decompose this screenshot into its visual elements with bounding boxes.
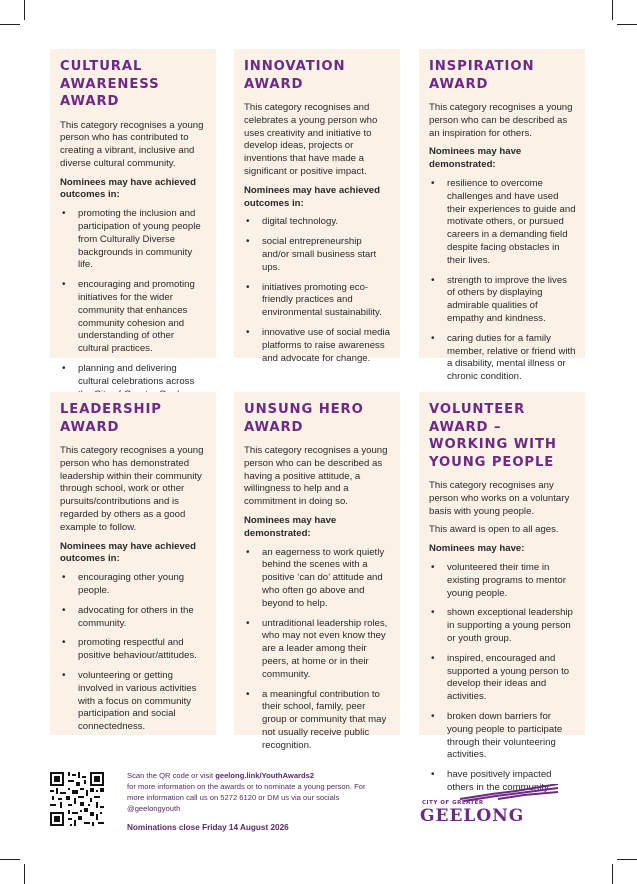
award-title: UNSUNG HERO AWARD bbox=[244, 402, 364, 435]
award-card-leadership bbox=[50, 392, 216, 735]
nominees-lead: Nominees may have demonstrated: bbox=[244, 514, 337, 539]
criteria-item: • shown exceptional leadership in supporting a young person or youth group. bbox=[429, 607, 576, 645]
award-description: This category recognises and celebrates a young person who uses creativity and initiative to develop ideas, projects or inventions that have made a significant or positive impact. bbox=[244, 102, 378, 177]
logo-wordmark: GEELONG bbox=[420, 806, 525, 826]
logo-small-text: CITY OF GREATER bbox=[422, 800, 484, 806]
nominees-lead: Nominees may have demonstrated: bbox=[429, 146, 522, 171]
criteria-item: • broken down barriers for young people to participate through their volunteering activities. bbox=[429, 711, 576, 762]
criteria-item: • encouraging and promoting initiatives for the wider community that enhances community cohesion and understanding of other cultural practices. bbox=[60, 279, 207, 356]
criteria-item: • promoting respectful and positive behaviour/attitudes. bbox=[60, 637, 207, 663]
crop-mark bbox=[24, 864, 25, 884]
criteria-item: • digital technology. bbox=[244, 216, 391, 229]
award-title: CULTURAL AWARENESS AWARD bbox=[60, 59, 160, 109]
criteria-item: • inspired, encouraged and supported a young person to develop their ideas and activities. bbox=[429, 653, 576, 704]
criteria-item: • volunteered their time in existing programs to mentor young people. bbox=[429, 562, 576, 600]
award-title: VOLUNTEER AWARD – WORKING WITH YOUNG PEOPLE bbox=[429, 402, 557, 470]
criteria-item: • an eagerness to work quietly behind the scenes with a positive ‘can do’ attitude and who often go above and beyond to help. bbox=[244, 547, 391, 611]
criteria-item: • advocating for others in the community. bbox=[60, 605, 207, 631]
nominees-lead: Nominees may have achieved outcomes in: bbox=[60, 540, 196, 565]
award-card-unsung-hero bbox=[234, 392, 400, 751]
award-title: INSPIRATION AWARD bbox=[429, 59, 535, 92]
criteria-list bbox=[60, 572, 207, 734]
award-card-inspiration bbox=[419, 49, 585, 383]
award-description: This category recognises any person who works on a voluntary basis with young people. bbox=[429, 480, 570, 517]
award-description: This category recognises a young person who has demonstrated leadership within their community through school, work or other pursuits/contributions and is regarded by others as a good example to follow. bbox=[60, 445, 204, 533]
criteria-list bbox=[429, 562, 576, 795]
crop-mark bbox=[0, 859, 20, 860]
awards-link[interactable]: geelong.link/YouthAwards2 bbox=[215, 771, 315, 780]
award-card-innovation bbox=[234, 49, 400, 364]
criteria-list bbox=[244, 547, 391, 753]
crop-mark bbox=[0, 24, 20, 25]
criteria-item: • planning and delivering cultural celebrations across bbox=[60, 363, 207, 401]
award-card-volunteer bbox=[419, 392, 585, 793]
city-of-greater-geelong-logo bbox=[420, 784, 560, 828]
award-title: LEADERSHIP AWARD bbox=[60, 402, 162, 435]
award-description: This category recognises a young person who has contributed to creating a vibrant, inclusive and diverse cultural community. bbox=[60, 119, 204, 169]
nominees-lead: Nominees may have achieved outcomes in: bbox=[244, 184, 380, 209]
crop-mark bbox=[612, 0, 613, 20]
criteria-list bbox=[244, 216, 391, 365]
crop-mark bbox=[617, 24, 637, 25]
nominations-close-date: Nominations close Friday 14 August 2026 bbox=[127, 823, 289, 832]
award-description: This category recognises a young person who can be described as an inspiration for others. bbox=[429, 102, 573, 139]
award-description: This category recognises a young person who can be described as having a positive attitude, a willingness to help and a commitment in doing so. bbox=[244, 445, 388, 508]
criteria-item: • untraditional leadership roles, who may not even know they are a leader among their peers, at home or in their community. bbox=[244, 618, 391, 682]
nominees-lead: Nominees may have: bbox=[429, 543, 525, 555]
nominees-lead: Nominees may have achieved outcomes in: bbox=[60, 176, 196, 201]
criteria-list bbox=[429, 178, 576, 384]
award-title: INNOVATION AWARD bbox=[244, 59, 346, 92]
criteria-list bbox=[60, 208, 207, 401]
footer-line-2: for more information on the awards or to nominate a young person. For more information call us on 5272 6120 or DM us via our socials @geelongyouth bbox=[127, 782, 366, 813]
criteria-item: • caring duties for a family member, relative or friend with a disability, mental illness or chronic condition. bbox=[429, 333, 576, 384]
criteria-item: • initiatives promoting eco-friendly practices and environmental sustainability. bbox=[244, 282, 391, 320]
footer-info bbox=[127, 770, 367, 833]
criteria-item: • innovative use of social media platforms to raise awareness and advocate for change. bbox=[244, 327, 391, 365]
award-card-cultural-awareness bbox=[50, 49, 216, 387]
criteria-item: • encouraging other young people. bbox=[60, 572, 207, 598]
crop-mark bbox=[612, 864, 613, 884]
criteria-item: • promoting the inclusion and participation of young people from Culturally Diverse backgrounds in community life. bbox=[60, 208, 207, 272]
criteria-item: • strength to improve the lives of others by displaying admirable qualities of empathy and kindness. bbox=[429, 275, 576, 326]
crop-mark bbox=[24, 0, 25, 20]
criteria-item: • social entrepreneurship and/or small business start ups. bbox=[244, 236, 391, 274]
footer-intro: Scan the QR code or visit bbox=[127, 771, 216, 780]
criteria-item: • volunteering or getting involved in various activities with a focus on community participation and social connectedness. bbox=[60, 670, 207, 734]
crop-mark bbox=[617, 859, 637, 860]
qr-code[interactable] bbox=[50, 772, 104, 826]
footer-line-1 bbox=[127, 770, 367, 781]
criteria-item: • have positively impacted others in the community. bbox=[429, 769, 576, 795]
criteria-item: • resilience to overcome challenges and have used their experiences to guide and motivate others, or pursued careers in a demanding field despite facing obstacles in their lives. bbox=[429, 178, 576, 268]
criteria-item: • a meaningful contribution to their school, family, peer group or community that may not usually receive public recognition. bbox=[244, 689, 391, 753]
award-eligibility: This award is open to all ages. bbox=[429, 524, 559, 536]
